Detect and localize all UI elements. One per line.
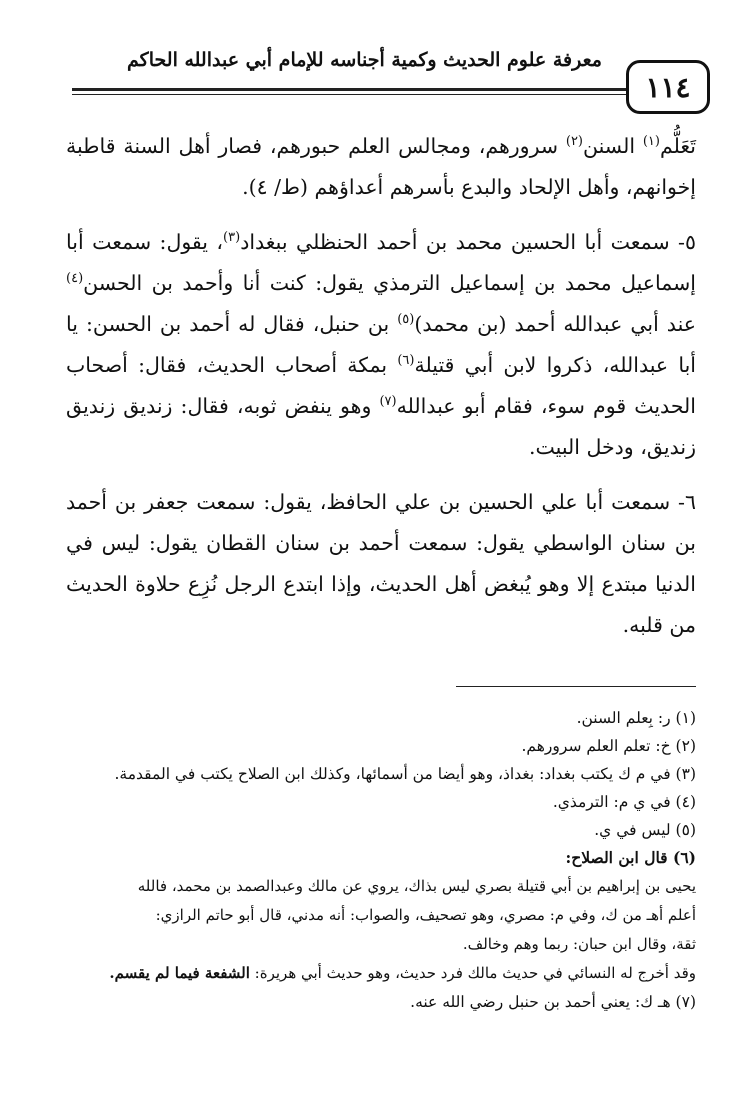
footnote-1: (١) ر: بِعلم السنن. bbox=[576, 709, 696, 727]
running-title: معرفة علوم الحديث وكمية أجناسه للإمام أبي عبدالله الحاكم bbox=[127, 49, 602, 71]
paragraph-3: ٦- سمعت أبا علي الحسين بن علي الحافظ، يقول: سمعت جعفر بن أحمد بن سنان الواسطي يقول: سمعت أحمد بن سنان القطان يقول: ليس في الدنيا مبتدع إلا وهو يُبغض أهل الحديث، وإذا ابتدع الرجل نُزِع حلاوة الحديث من قلبه. bbox=[66, 490, 696, 637]
page-number: ١١٤ bbox=[626, 60, 710, 114]
main-text bbox=[66, 126, 696, 660]
footnote-3: (٣) في م ك يكتب بغداد: بغداذ، وهو أيضا من أسمائها، وكذلك ابن الصلاح يكتب في المقدمة. bbox=[114, 765, 696, 783]
footnote-6-line-4: وقد أخرج له النسائي في حديث مالك فرد حديث، وهو حديث أبي هريرة: الشفعة فيما لم يقسم. bbox=[109, 964, 696, 982]
paragraph-1: تَعَلُّم$^{(١)}$ السنن$^{(٢)}$ سرورهم، ومجالس العلم حبورهم، فصار أهل السنة قاطبة إخوانهم، وأهل الإلحاد والبدع بأسرهم أعداؤهم (ط/ ٤). bbox=[66, 134, 696, 199]
hadith-quote: الشفعة فيما لم يقسم. bbox=[109, 964, 250, 982]
footnote-separator bbox=[456, 686, 696, 687]
footnote-ref: (٣) bbox=[223, 230, 241, 246]
footnote-ref: (٧) bbox=[379, 394, 397, 410]
header-rule bbox=[72, 88, 639, 95]
footnote-ref: (٥) bbox=[397, 312, 415, 328]
footnote-ref: (٦) bbox=[397, 353, 415, 369]
footnote-7: (٧) هـ ك: يعني أحمد بن حنبل رضي الله عنه. bbox=[410, 993, 696, 1011]
footnote-6-line-3: ثقة، وقال ابن حبان: ربما وهم وخالف. bbox=[462, 935, 696, 953]
footnote-ref: (٤) bbox=[66, 271, 84, 287]
footnote-ref: (٢) bbox=[565, 134, 583, 150]
footnote-2: (٢) خ: تعلم العلم سرورهم. bbox=[521, 737, 696, 755]
footnote-4: (٤) في ي م: الترمذي. bbox=[552, 793, 696, 811]
footnote-ref: (١) bbox=[642, 134, 660, 150]
footnote-6-line-1: يحيى بن إبراهيم بن أبي قتيلة بصري ليس بذاك، يروي عن مالك وعبدالصمد بن محمد، فالله bbox=[137, 877, 696, 895]
paragraph-2: ٥- سمعت أبا الحسين محمد بن أحمد الحنظلي ببغداد$^{(٣)}$، يقول: سمعت أبا إسماعيل محمد بن إسماعيل الترمذي يقول: كنت أنا وأحمد بن الحسن$^{(٤)}$ عند أبي عبدالله أحمد (بن محمد)$^{(٥)}$ بن حنبل، فقال له أحمد بن الحسن: يا أبا عبدالله، ذكروا لابن أبي قتيلة$^{(٦)}$ بمكة أصحاب الحديث، فقال: أصحاب الحديث قوم سوء، فقام أبو عبدالله$^{(٧)}$ وهو ينفض ثوبه، فقال: زنديق زنديق زنديق، ودخل البيت. bbox=[66, 230, 696, 459]
footnote-6-line-2: أعلم أهـ من ك، وفي م: مصري، وهو تصحيف، والصواب: أنه مدني، قال أبو حاتم الرازي: bbox=[155, 906, 696, 924]
footnote-5: (٥) ليس في ي. bbox=[594, 821, 696, 839]
footnotes bbox=[60, 704, 696, 1016]
footnote-6-heading: (٦) قال ابن الصلاح: bbox=[565, 848, 696, 867]
